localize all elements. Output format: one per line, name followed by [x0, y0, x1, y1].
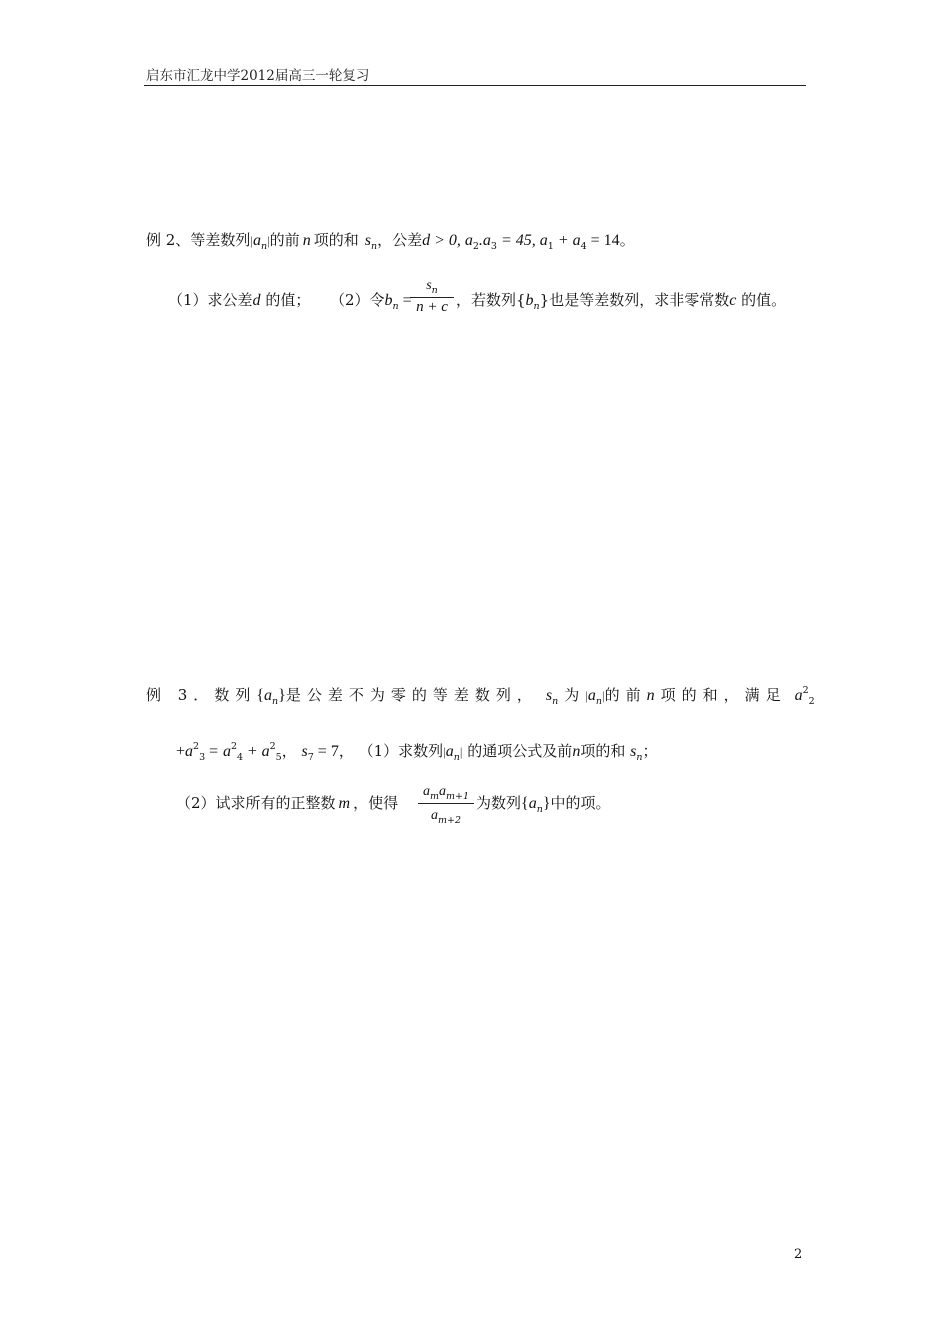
var-b: b	[384, 292, 393, 309]
example3-line1: 例 3．数列$\{a_n\}$是公差不为零的等差数列， $s_n$ 为$|a_n|$的前n 项的和，满足 $a^2_2$	[146, 685, 815, 707]
var-s: s	[364, 232, 371, 249]
page-header-title: 启东市汇龙中学2012届高三一轮复习	[146, 68, 370, 84]
example2-question2-tail: ，若数列$\{b_n\}$也是等差数列，求非零常数c 的值。	[456, 291, 787, 312]
text: 等差数列	[190, 231, 251, 249]
example2-question2: （2）令$b_n$ =	[330, 291, 412, 312]
page-number: 2	[794, 1247, 803, 1262]
example2-line1: 例 2、等差数列$|a_n|$的前 n 项的和 $s_n$，公差d > 0, $a_2.a_3 = 45$, $a_1 + a_4 = 14$。	[146, 231, 635, 252]
fraction-am-am1-over-am2: $a_ma_{m+1}$ $a_{m+2}$	[418, 784, 474, 826]
example3-question2: （2）试求所有的正整数 m ，使得	[176, 794, 399, 812]
example3-label: 例 3．	[146, 686, 215, 704]
fraction-sn-over-nc: $s_n$ n + c	[410, 278, 454, 316]
example2-question1: （1）求公差d 的值；	[168, 291, 311, 309]
condition-d: d > 0, a	[422, 232, 473, 249]
var-c: c	[729, 292, 737, 309]
example3-question2-tail: 为数列$\{a_n\}$中的项。	[476, 794, 611, 815]
seq-a: a	[252, 232, 261, 249]
example3-line2: $+a^2_3 = a^2_4 + a^2_5$， $s_7 = 7$， （1）求数列$|a_n|$ 的通项公式及前n项的和 $s_n$；	[176, 741, 658, 763]
var-n: n	[302, 232, 311, 249]
var-d: d	[252, 292, 261, 309]
example2-label: 例 2、	[146, 231, 191, 249]
header-rule	[144, 85, 806, 86]
